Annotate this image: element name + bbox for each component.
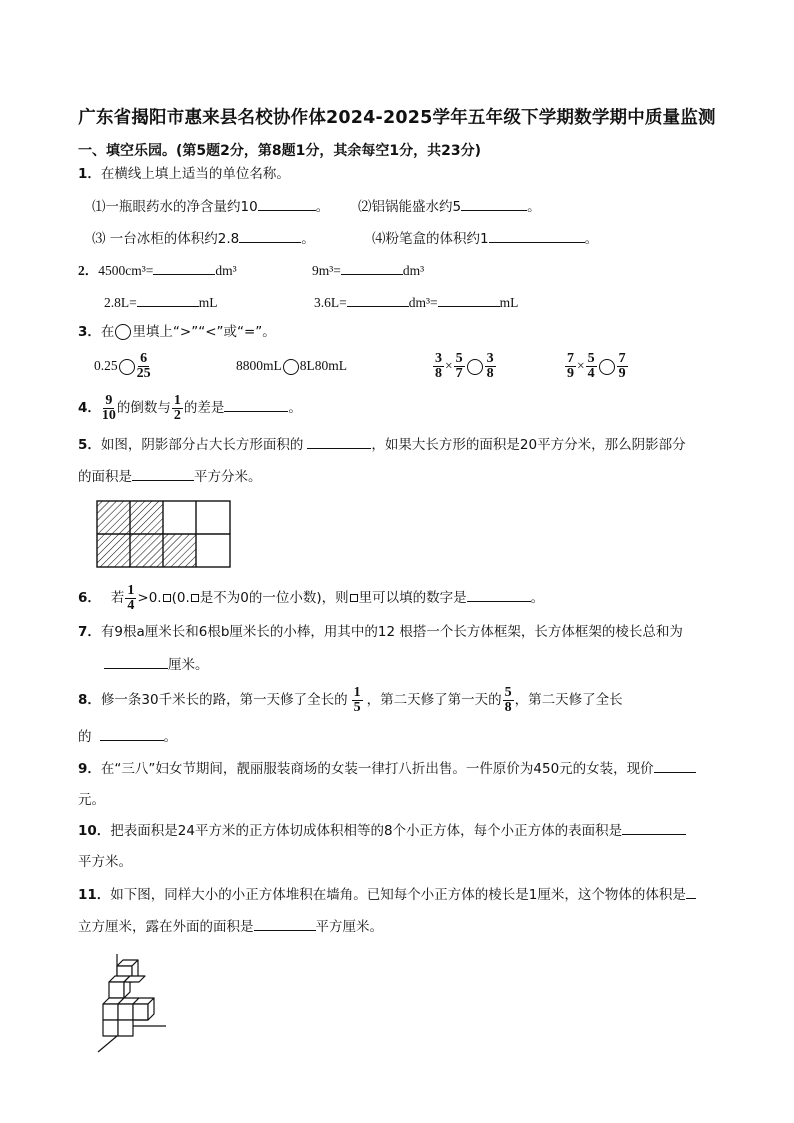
answer-blank[interactable] [254, 916, 316, 931]
fraction: $\frac{7}{9}$ [567, 351, 574, 382]
question-text: 3.6L= [314, 295, 347, 310]
question-text: 把表面积是24平方米的正方体切成体积相等的8个小正方体，每个小正方体的表面积是 [110, 823, 623, 839]
operator: × [577, 358, 585, 373]
answer-circle[interactable] [119, 359, 135, 375]
question-11-line-2 [78, 916, 383, 937]
shaded-cell [97, 534, 130, 567]
question-text: ，如果大长方形的面积是20平方分米，那么阴影部分 [371, 437, 686, 453]
question-text: 的倒数与 [116, 400, 171, 416]
fraction: $\frac{7}{9}$ [618, 351, 626, 382]
question-text: 在 [100, 324, 115, 340]
question-3-item-1 [94, 350, 152, 382]
punctuation: 。 [315, 199, 330, 215]
question-5-line-1 [78, 434, 686, 455]
digit-box-icon [350, 594, 358, 602]
question-number: 9． [78, 761, 101, 777]
question-3-item-2 [236, 356, 347, 376]
question-text: 2.8L= [104, 295, 137, 310]
question-1-stem [78, 164, 290, 184]
fraction: $\frac{1}{2}$ [173, 392, 181, 423]
math-value: 8800mL [236, 358, 282, 373]
answer-blank[interactable] [622, 820, 686, 835]
question-text: 的 [78, 729, 92, 745]
fraction: $\frac{1}{5}$ [353, 684, 361, 715]
fraction: $\frac{5}{7}$ [455, 351, 463, 382]
punctuation: 。 [301, 231, 315, 247]
question-text: >0. [137, 590, 162, 606]
question-text: 平方厘米。 [315, 919, 383, 935]
shaded-cell [130, 501, 163, 534]
unit-label: dm³= [408, 295, 438, 310]
fraction: $\frac{3}{8}$ [435, 351, 442, 382]
question-text: ⑶ 一台冰柜的体积约2.8 [92, 231, 240, 247]
question-text: 在横线上填上适当的单位名称。 [100, 166, 290, 182]
answer-blank[interactable] [467, 587, 531, 602]
question-2b [312, 260, 424, 281]
answer-circle[interactable] [599, 359, 615, 375]
question-text: 立方厘米，露在外面的面积是 [78, 919, 254, 935]
punctuation: 。 [163, 729, 177, 745]
question-number: 3． [78, 324, 101, 340]
question-number: 2． [78, 263, 99, 278]
question-3-item-3 [432, 350, 497, 382]
operator: × [445, 358, 453, 373]
answer-blank[interactable] [438, 292, 500, 307]
question-7-line-1 [78, 622, 683, 642]
digit-box-icon [191, 594, 199, 602]
question-1a [92, 196, 329, 217]
question-number: 4． [78, 400, 101, 416]
answer-blank[interactable] [654, 758, 696, 773]
question-text: ⑵铝锅能盛水约5 [358, 199, 462, 215]
answer-blank[interactable] [341, 260, 403, 275]
question-text: 的差是 [183, 400, 225, 416]
question-number: 10． [78, 823, 111, 839]
unit-label: dm³ [402, 263, 425, 278]
math-value: 0.25 [94, 358, 118, 373]
question-9-line-2: 元。 [78, 792, 105, 808]
question-11-line-1 [78, 884, 696, 905]
question-number: 5． [78, 437, 101, 453]
question-1d [372, 228, 598, 249]
fraction: $\frac{5}{4}$ [587, 351, 595, 382]
question-text: 平方分米。 [194, 469, 262, 485]
question-number: 8． [78, 692, 101, 708]
question-text: 9m³= [312, 263, 341, 278]
punctuation: 。 [527, 199, 541, 215]
punctuation: 。 [584, 231, 599, 247]
document-title: 广东省揭阳市惠来县名校协作体2024-2025学年五年级下学期数学期中质量监测 [78, 108, 716, 128]
fraction: $\frac{9}{10}$ [101, 392, 116, 423]
answer-blank[interactable] [104, 654, 168, 669]
question-8-line-2 [78, 726, 177, 747]
answer-blank[interactable] [686, 884, 696, 899]
answer-blank[interactable] [307, 434, 371, 449]
question-9-line-1 [78, 758, 696, 779]
question-text: 有9根a厘米长和6根b厘米长的小棒，用其中的12 根搭一个长方体框架，长方体框架的棱长总和为 [100, 624, 683, 640]
fraction: $\frac{1}{4}$ [127, 582, 135, 613]
shaded-rectangle-figure [96, 500, 232, 568]
punctuation: 。 [288, 400, 302, 416]
shaded-cell [97, 501, 130, 534]
answer-blank[interactable] [258, 196, 316, 211]
question-3-stem [78, 322, 276, 342]
question-text: ⑷粉笔盒的体积约1 [372, 231, 489, 247]
answer-blank[interactable] [347, 292, 409, 307]
fraction: $\frac{3}{8}$ [486, 351, 494, 382]
question-7-line-2 [104, 654, 209, 675]
section-heading: 一、填空乐园。(第5题2分，第8题1分，其余每空1分，共23分) [78, 143, 481, 159]
question-8-line-1 [78, 684, 623, 716]
question-text: (0. [171, 590, 190, 606]
question-text: 修一条30千米长的路，第一天修了全长的 [100, 692, 348, 708]
answer-blank[interactable] [137, 292, 199, 307]
fraction: $\frac{6}{25}$ [136, 351, 151, 382]
question-text: ，第二天修了第一天的 [366, 692, 502, 708]
unit-label: dm³ [215, 263, 237, 278]
question-10-line-2: 平方米。 [78, 854, 132, 870]
answer-blank[interactable] [100, 726, 164, 741]
question-4 [78, 392, 302, 424]
unit-label: mL [499, 295, 519, 310]
question-5-line-2 [78, 466, 262, 487]
question-text: 在“三八”妇女节期间，靓丽服装商场的女装一律打八折出售。一件原价为450元的女装，现价 [100, 761, 654, 777]
answer-circle[interactable] [283, 359, 299, 375]
question-10-line-1 [78, 820, 686, 841]
question-text: 里填上“>”“<”或“=”。 [132, 324, 276, 340]
math-value: 8L80mL [299, 358, 347, 373]
fraction: $\frac{5}{8}$ [504, 684, 512, 715]
question-text: 若 [110, 590, 125, 606]
answer-blank[interactable] [153, 260, 215, 275]
shaded-cell [163, 534, 196, 567]
answer-circle[interactable] [467, 359, 483, 375]
question-text: 如图，阴影部分占大长方形面积的 [100, 437, 304, 453]
question-number: 6． [78, 590, 101, 606]
question-text: 的面积是 [78, 469, 132, 485]
question-text: 是不为0的一位小数)，则 [199, 590, 349, 606]
question-6 [78, 582, 544, 614]
question-text: 里可以填的数字是 [358, 590, 467, 606]
answer-blank[interactable] [224, 397, 288, 412]
shaded-cell [130, 534, 163, 567]
question-number: 1． [78, 166, 101, 182]
question-text: ，第二天修了全长 [514, 692, 623, 708]
answer-blank[interactable] [461, 196, 527, 211]
question-text: 4500cm³= [98, 263, 154, 278]
answer-blank[interactable] [489, 228, 585, 243]
question-number: 7． [78, 624, 101, 640]
question-text: 如下图，同样大小的小正方体堆积在墙角。已知每个小正方体的棱长是1厘米，这个物体的体积是 [110, 887, 686, 903]
compare-circle-icon [115, 324, 131, 340]
answer-blank[interactable] [239, 228, 301, 243]
question-text: 厘米。 [168, 657, 209, 673]
question-2c [104, 292, 218, 313]
question-number: 11． [78, 887, 111, 903]
question-2a [78, 260, 237, 281]
question-1b [358, 196, 541, 217]
question-2d [314, 292, 518, 313]
question-3-item-4 [564, 350, 629, 382]
cube-stack-figure [92, 950, 172, 1056]
answer-blank[interactable] [132, 466, 194, 481]
unit-label: mL [198, 295, 218, 310]
question-1c [92, 228, 315, 249]
punctuation: 。 [530, 590, 545, 606]
question-text: ⑴一瓶眼药水的净含量约10 [92, 199, 258, 215]
digit-box-icon [163, 594, 171, 602]
